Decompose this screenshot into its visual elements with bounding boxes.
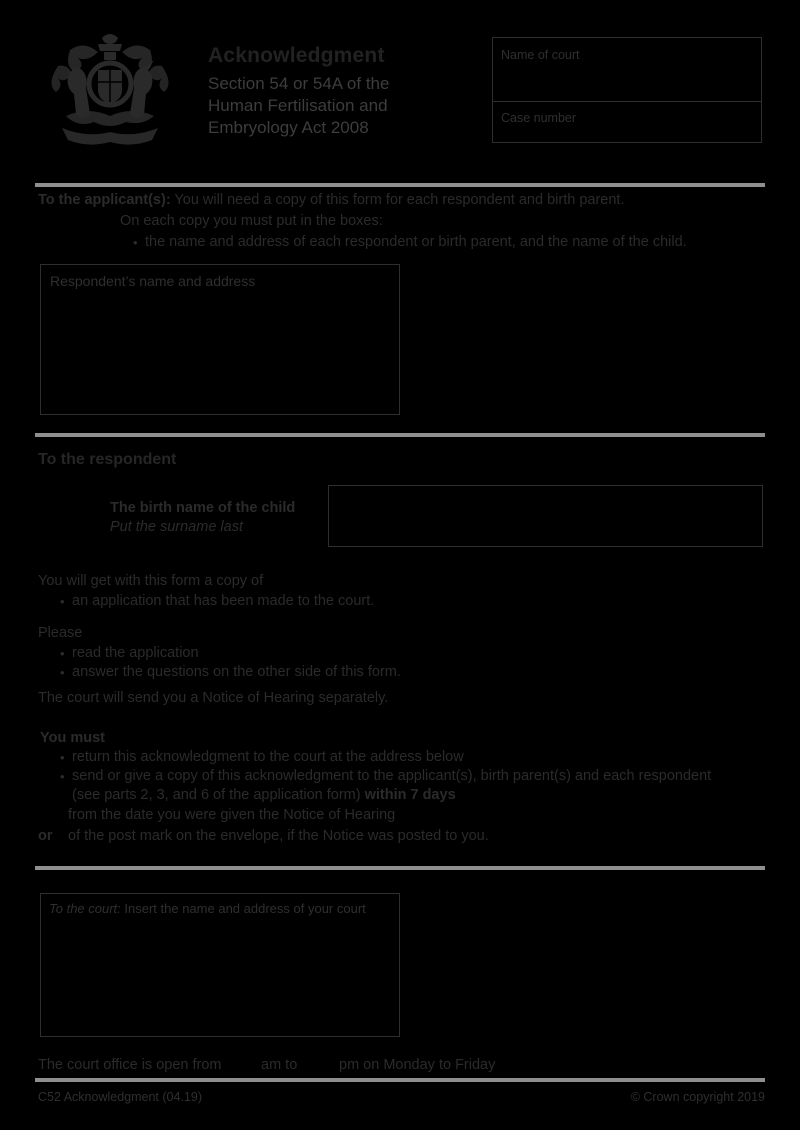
copy-intro-line: You will get with this form a copy of: [38, 573, 264, 589]
please-bullet-2: [60, 663, 401, 682]
or-label: or: [38, 828, 53, 844]
please-bullet-1: [60, 644, 199, 663]
form-title: Acknowledgment: [208, 44, 385, 67]
please-bullet-1-text: read the application: [72, 645, 199, 661]
section-divider: [35, 183, 765, 187]
section-divider: [35, 866, 765, 870]
bullet-icon: •: [60, 769, 65, 784]
bullet-icon: •: [60, 750, 65, 765]
case-number-label: Case number: [501, 111, 577, 125]
form-subtitle: [208, 73, 389, 139]
must-bullet-2-text: send or give a copy of this acknowledgment to the applicant(s), birth parent(s) and each respondent: [72, 768, 712, 784]
court-details-box: [492, 37, 762, 143]
subtitle-line: Embryology Act 2008: [208, 118, 369, 137]
applicant-instructions-line1: [38, 191, 624, 210]
footer-divider: [35, 1078, 765, 1082]
within-7-days-text: within 7 days: [364, 787, 456, 803]
applicant-lead-rest: You will need a copy of this form for each respondent and birth parent.: [170, 192, 625, 208]
case-number-field[interactable]: [493, 101, 761, 142]
royal-coat-of-arms-icon: [40, 30, 180, 148]
hearing-notice-line: The court will send you a Notice of Hearing separately.: [38, 690, 389, 706]
please-label: Please: [38, 625, 83, 641]
crown-copyright: © Crown copyright 2019: [630, 1090, 765, 1104]
postmark-line: of the post mark on the envelope, if the Notice was posted to you.: [68, 828, 489, 844]
office-hours-part1: The court office is open from: [38, 1057, 222, 1073]
copy-bullet: [60, 592, 374, 611]
court-address-label-rest: Insert the name and address of your court: [120, 901, 366, 916]
respondent-name-address-field[interactable]: [40, 264, 400, 415]
applicant-instructions-line2: On each copy you must put in the boxes:: [120, 213, 383, 229]
subtitle-line: Section 54 or 54A of the: [208, 74, 390, 93]
office-hours-part2: am to: [261, 1057, 298, 1073]
to-the-court-label: To the court:: [49, 901, 121, 916]
subtitle-line: Human Fertilisation and: [208, 96, 388, 115]
name-of-court-field[interactable]: [493, 38, 761, 101]
from-date-line: from the date you were given the Notice of Hearing: [68, 807, 396, 823]
birth-name-hint: Put the surname last: [110, 519, 243, 535]
court-address-label: [49, 901, 366, 916]
applicant-bullet: [133, 233, 687, 252]
name-of-court-label: Name of court: [501, 48, 580, 62]
to-the-applicants-label: To the applicant(s):: [38, 192, 171, 208]
must-bullet-1-text: return this acknowledgment to the court at the address below: [72, 749, 464, 765]
open-from-time-field[interactable]: [218, 1056, 258, 1072]
bullet-icon: •: [60, 594, 65, 609]
section-divider: [35, 433, 765, 437]
form-reference: C52 Acknowledgment (04.19): [38, 1090, 202, 1104]
bullet-icon: •: [133, 235, 138, 250]
must-bullet-2-continuation: [72, 786, 456, 805]
open-to-time-field[interactable]: [296, 1056, 336, 1072]
office-hours-part3: pm on Monday to Friday: [339, 1057, 496, 1073]
copy-bullet-text: an application that has been made to the court.: [72, 593, 375, 609]
you-must-heading: You must: [40, 730, 105, 746]
applicant-bullet-text: the name and address of each respondent or birth parent, and the name of the child.: [145, 234, 687, 250]
please-bullet-2-text: answer the questions on the other side of this form.: [72, 664, 401, 680]
court-address-field[interactable]: [40, 893, 400, 1037]
birth-name-field[interactable]: [328, 485, 763, 547]
must-bullet-2: [60, 767, 711, 786]
see-parts-text: (see parts 2, 3, and 6 of the application form): [72, 787, 365, 803]
bullet-icon: •: [60, 665, 65, 680]
respondent-section-heading: To the respondent: [38, 451, 177, 468]
birth-name-label: The birth name of the child: [110, 500, 296, 516]
respondent-name-address-label: Respondent’s name and address: [50, 273, 256, 289]
bullet-icon: •: [60, 646, 65, 661]
must-bullet-1: [60, 748, 464, 767]
